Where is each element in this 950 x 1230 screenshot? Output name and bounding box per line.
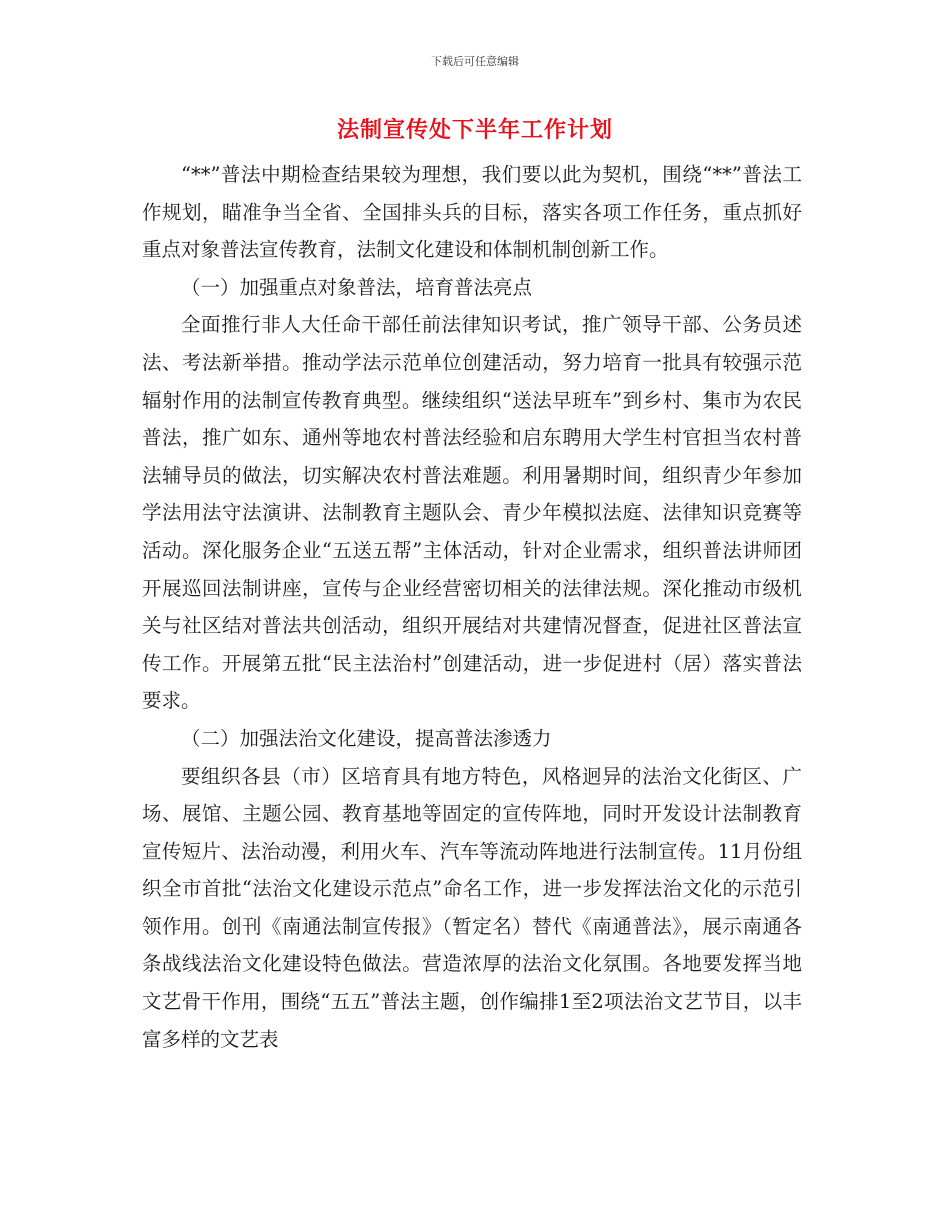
document-title: 法制宣传处下半年工作计划 xyxy=(336,118,613,143)
header-note: 下载后可任意编辑 xyxy=(431,55,519,68)
section-heading-2: （二）加强法治文化建设，提高普法渗透力 xyxy=(181,726,552,750)
section-heading-1: （一）加强重点对象普法，培育普法亮点 xyxy=(181,275,533,299)
paragraph-section-1: 全面推行非人大任命干部任前法律知识考试，推广领导干部、公务员述法、考法新举措。推动学法示范单位创建活动，努力培育一批具有较强示范辐射作用的法制宣传教育典型。继续组织“送法早班车”到乡村、集市为农民普法，推广如东、通州等地农村普法经验和启东聘用大学生村官担当农村普法辅导员的做法，切实解决农村普法难题。利用暑期时间，组织青少年参加学法用法守法演讲、法制教育主题队会、青少年模拟法庭、法律知识竞赛等活动。深化服务企业“五送五帮”主体活动，针对企业需求，组织普法讲师团开展巡回法制讲座，宣传与企业经营密切相关的法律法规。深化推动市级机关与社区结对普法共创活动，组织开展结对共建情况督查，促进社区普法宣传工作。开展第五批“民主法治村”创建活动，进一步促进村（居）落实普法要求。 xyxy=(142,313,802,713)
paragraph-intro: “**”普法中期检查结果较为理想，我们要以此为契机，围绕“**”普法工作规划，瞄准争当全省、全国排头兵的目标，落实各项工作任务，重点抓好重点对象普法宣传教育，法制文化建设和体制机制创新工作。 xyxy=(142,163,802,262)
document-body xyxy=(142,156,802,1058)
paragraph-section-2: 要组织各县（市）区培育具有地方特色，风格迥异的法治文化街区、广场、展馆、主题公园、教育基地等固定的宣传阵地，同时开发设计法制教育宣传短片、法治动漫，利用火车、汽车等流动阵地进行法制宣传。11月份组织全市首批“法治文化建设示范点”命名工作，进一步发挥法治文化的示范引领作用。创刊《南通法制宣传报》（暂定名）替代《南通普法》，展示南通各条战线法治文化建设特色做法。营造浓厚的法治文化氛围。各地要发挥当地文艺骨干作用，围绕“五五”普法主题，创作编排1至2项法治文艺节目，以丰富多样的文艺表 xyxy=(142,764,802,1051)
